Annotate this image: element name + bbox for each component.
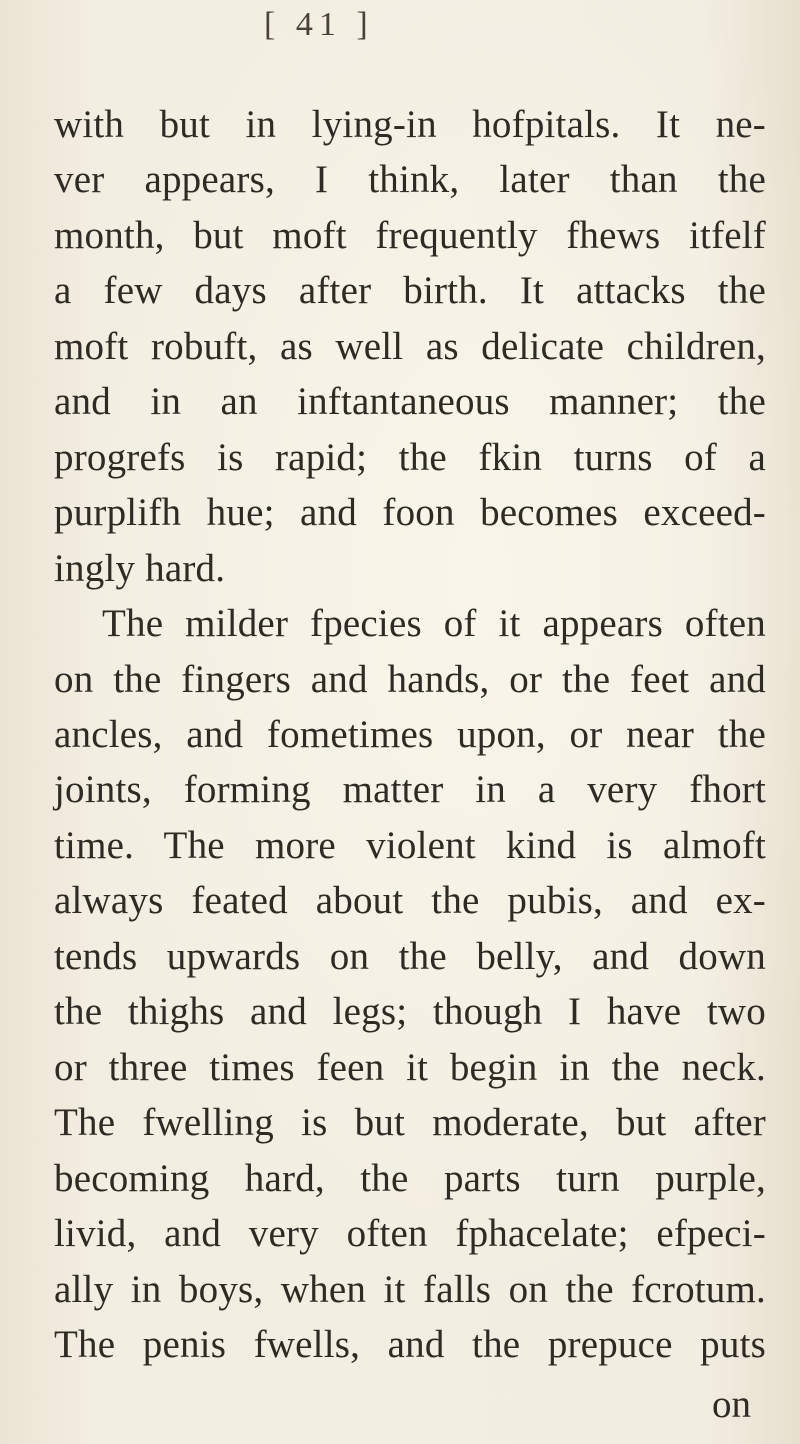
paragraph-first-line: The milder fpecies of it appears often [102,602,766,645]
text-line: month, but moft frequently fhews itfelf [54,214,766,257]
text-line: always feated about the pubis, and ex- [54,879,766,922]
text-line: purplifh hue; and foon becomes exceed- [54,491,766,534]
text-line: ally in boys, when it falls on the fcrotum. [54,1268,766,1311]
text-line: time. The more violent kind is almoft [54,824,766,867]
text-line: a few days after birth. It attacks the [54,269,766,312]
text-line: joints, forming matter in a very fhort [54,768,766,811]
text-line: the thighs and legs; though I have two [54,990,766,1033]
text-line: ingly hard. [54,547,226,590]
text-line: ver appears, I think, later than the [54,158,766,201]
text-line: becoming hard, the parts turn purple, [54,1157,766,1200]
text-line: tends upwards on the belly, and down [54,935,766,978]
text-line: The fwelling is but moderate, but after [54,1101,766,1144]
catchword: on [712,1383,751,1426]
text-line: moft robuft, as well as delicate children, [54,325,766,368]
text-line: livid, and very often fphacelate; efpeci- [54,1212,766,1255]
text-line: ancles, and fometimes upon, or near the [54,713,766,756]
text-line: or three times feen it begin in the neck. [54,1046,766,1089]
text-line: on the fingers and hands, or the feet and [54,658,766,701]
text-line: and in an inftantaneous manner; the [54,380,766,423]
page-number-mark: [ 41 ] [264,6,374,43]
text-line: with but in lying-in hofpitals. It ne- [54,103,766,146]
text-line: The penis fwells, and the prepuce puts [54,1323,766,1366]
text-line: progrefs is rapid; the fkin turns of a [54,436,766,479]
